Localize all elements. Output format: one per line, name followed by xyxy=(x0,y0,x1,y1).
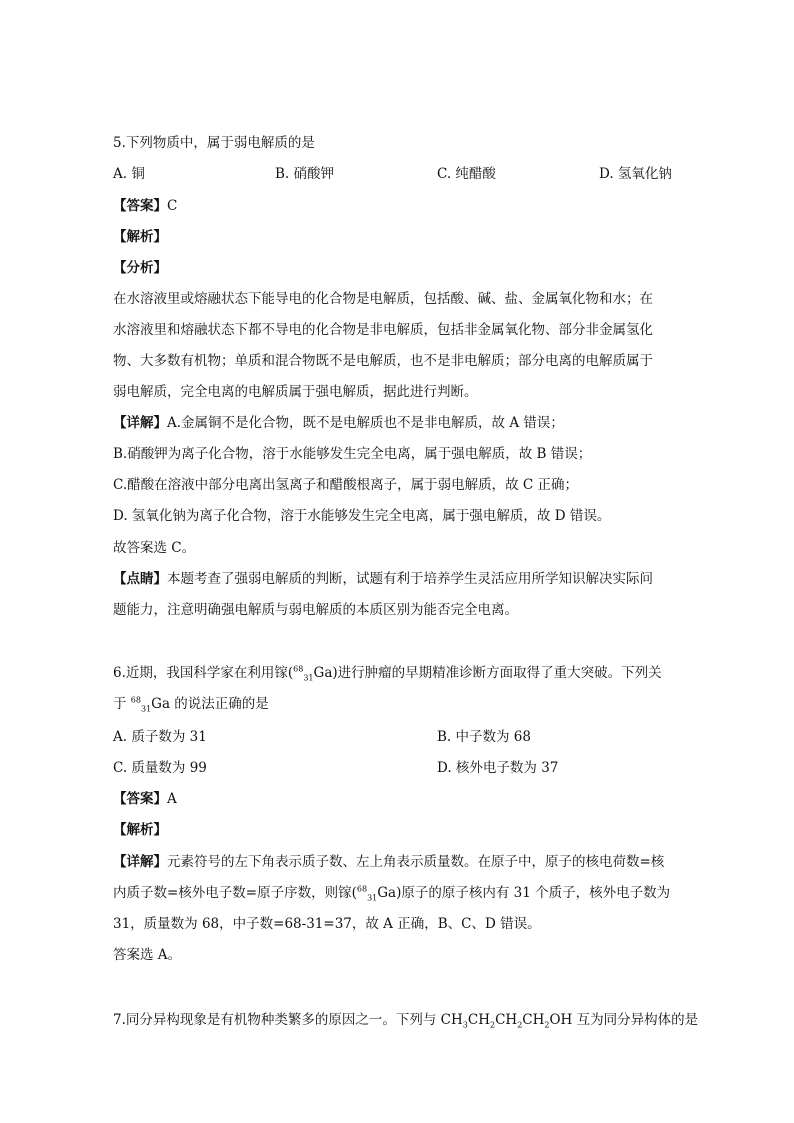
q6-option-a: A. 质子数为 31 xyxy=(113,729,207,745)
isotope-symbol: Ga xyxy=(151,696,171,712)
q5-analysis-tag: 【解析】 xyxy=(113,229,167,245)
q7-stem-text: 7.同分异构现象是有机物种类繁多的原因之一。下列与 xyxy=(113,1012,441,1028)
q5-detail-line: C.醋酸在溶液中部分电离出氢离子和醋酸根离子，属于弱电解质，故 C 正确； xyxy=(113,477,579,493)
formula-part: CH xyxy=(440,1012,463,1028)
q5-fenxi-line: 水溶液里和熔融状态下都不导电的化合物是非电解质，包括非金属氧化物、部分非金属氢化 xyxy=(113,322,653,338)
q6-stem-text: 的说法正确的是 xyxy=(170,696,269,712)
q5-detail-line: B.硝酸钾为离子化合物，溶于水能够发生完全电离，属于强电解质，故 B 错误； xyxy=(113,446,592,462)
q6-detail-line xyxy=(113,883,670,903)
q6-detail-text: )原子的原子核内有 31 个质子，核外电子数为 xyxy=(396,885,671,901)
q5-answer-value: C xyxy=(167,198,178,214)
q6-conclusion: 答案选 A。 xyxy=(113,947,182,963)
formula-subscript: 2 xyxy=(517,1020,523,1030)
q5-option-a: A. 铜 xyxy=(113,166,145,182)
q5-answer-line xyxy=(113,196,177,216)
q5-point-line: 题能力，注意明确强电解质与弱电解质的本质区别为能否完全电离。 xyxy=(113,602,518,618)
formula-subscript: 2 xyxy=(489,1020,496,1030)
q5-fenxi-line: 物、大多数有机物；单质和混合物既不是电解质，也不是非电解质；部分电离的电解质属于 xyxy=(113,353,653,369)
q6-option-d: D. 核外电子数为 37 xyxy=(437,760,559,776)
q5-option-d: D. 氢氧化钠 xyxy=(599,166,672,182)
isotope-mass: 68 xyxy=(356,884,368,894)
q5-detail-line: D. 氢氧化钠为离子化合物，溶于水能够发生完全电离，属于强电解质，故 D 错误。 xyxy=(113,508,611,524)
isotope-symbol: Ga xyxy=(377,885,397,901)
q6-option-c: C. 质量数为 99 xyxy=(113,760,207,776)
q6-stem-text: 于 xyxy=(113,696,131,712)
q6-stem-text: 6.近期，我国科学家在利用镓( xyxy=(113,665,294,681)
isotope-atomic: 31 xyxy=(140,704,152,714)
formula-subscript: 2 xyxy=(544,1020,550,1030)
q5-point-line xyxy=(113,569,653,589)
isotope-atomic: 31 xyxy=(367,893,378,903)
q5-point-text: 本题考查了强弱电解质的判断，试题有利于培养学生灵活应用所学知识解决实际问 xyxy=(167,571,653,587)
q5-detail-line xyxy=(113,413,564,433)
formula-part: OH xyxy=(549,1012,573,1028)
formula-part: CH xyxy=(495,1012,518,1028)
q6-option-b: B. 中子数为 68 xyxy=(437,729,531,745)
isotope-atomic: 31 xyxy=(303,673,314,683)
q5-conclusion: 故答案选 C。 xyxy=(113,540,196,556)
q6-analysis-tag: 【解析】 xyxy=(113,822,167,838)
q6-answer-line xyxy=(113,789,177,809)
formula-part: CH xyxy=(467,1012,490,1028)
isotope-mass: 68 xyxy=(130,695,141,705)
detail-tag: 【详解】 xyxy=(113,415,167,431)
q5-stem: 5.下列物质中，属于弱电解质的是 xyxy=(113,135,315,151)
q6-detail-text: 内质子数=核外电子数=原子序数，则镓( xyxy=(113,885,357,901)
detail-tag: 【详解】 xyxy=(113,854,167,870)
q6-detail-text: 元素符号的左下角表示质子数、左上角表示质量数。在原子中，原子的核电荷数=核 xyxy=(167,854,665,870)
q7-stem-text: 互为同分异构体的是 xyxy=(572,1012,699,1028)
q7-formula xyxy=(441,1012,573,1028)
q6-stem-line-1 xyxy=(113,663,662,683)
q6-stem-text: )进行肿瘤的早期精准诊断方面取得了重大突破。下列关 xyxy=(332,665,662,681)
point-tag: 【点睛】 xyxy=(113,571,167,587)
q6-stem-line-2 xyxy=(113,694,269,714)
isotope-symbol: Ga xyxy=(313,665,333,681)
q5-option-b: B. 硝酸钾 xyxy=(275,166,335,182)
q6-detail-line xyxy=(113,852,664,872)
q5-option-c: C. 纯醋酸 xyxy=(437,166,496,182)
formula-part: CH xyxy=(522,1012,545,1028)
q7-stem xyxy=(113,1010,698,1030)
formula-subscript: 3 xyxy=(462,1020,468,1030)
answer-tag: 【答案】 xyxy=(113,791,167,807)
q6-answer-value: A xyxy=(167,791,177,807)
q5-fenxi-tag: 【分析】 xyxy=(113,260,167,276)
q5-detail-text: A.金属铜不是化合物，既不是电解质也不是非电解质，故 A 错误； xyxy=(167,415,564,431)
q5-fenxi-line: 弱电解质，完全电离的电解质属于强电解质，据此进行判断。 xyxy=(113,384,478,400)
isotope-mass: 68 xyxy=(293,664,304,674)
answer-tag: 【答案】 xyxy=(113,198,167,214)
q5-fenxi-line: 在水溶液里或熔融状态下能导电的化合物是电解质，包括酸、碱、盐、金属氧化物和水；在 xyxy=(113,291,653,307)
q6-detail-line: 31，质量数为 68，中子数=68-31=37，故 A 正确，B、C、D 错误。 xyxy=(113,916,541,932)
